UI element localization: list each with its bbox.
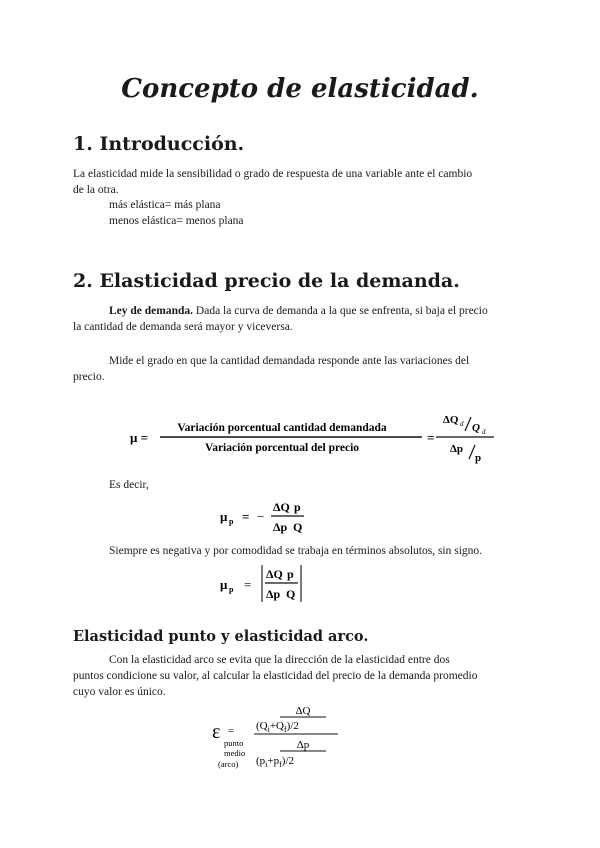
arc-elasticity-equation xyxy=(210,700,350,774)
eq3-den2: Q xyxy=(286,587,296,601)
eq4-den-top: Δp xyxy=(296,739,310,751)
measure-line-1: Mide el grado en que la cantidad demandada responde ante las variaciones del xyxy=(109,355,470,367)
eq3-equals: = xyxy=(244,577,252,592)
eq2-minus: − xyxy=(257,509,265,524)
eq4-sub-punto: punto xyxy=(224,738,244,748)
eq3-num: ΔQ xyxy=(266,567,283,581)
eq2-sub: p xyxy=(229,517,234,526)
eq1-rhs-den: Δp xyxy=(450,443,464,455)
arc-line-1: Con la elasticidad arco se evita que la dirección de la elasticidad entre dos xyxy=(109,654,450,666)
arc-line-2: puntos condicione su valor, al calcular la elasticidad del precio de la demanda promedio xyxy=(73,670,478,682)
eq4-num-top: ΔQ xyxy=(295,705,311,717)
eq1-rhs-num-sub: d xyxy=(460,420,464,428)
eq2-den2: Q xyxy=(293,520,303,534)
page-title: Concepto de elasticidad. xyxy=(121,74,479,104)
intro-line-2: de la otra. xyxy=(73,184,119,196)
eq1-equals: = xyxy=(427,430,435,445)
percentage-elasticity-equation xyxy=(130,405,510,469)
eq4-sub-medio: medio xyxy=(224,748,246,758)
eq4-epsilon: ε xyxy=(212,721,221,743)
intro-line-1: La elasticidad mide la sensibilidad o grado de respuesta de una variable ante el cambio xyxy=(73,168,473,180)
always-negative-text: Siempre es negativa y por comodidad se trabaja en términos absolutos, sin signo. xyxy=(109,545,483,557)
eq4-den-bottom: $(p_i+p_f)/2$ xyxy=(256,755,295,769)
eq1-rhs-num-div-sub: d xyxy=(482,428,486,436)
eq2-lhs: μ xyxy=(220,509,228,524)
eq2-num: ΔQ xyxy=(273,500,290,514)
measure-line-2: precio. xyxy=(73,371,105,383)
eq4-sub-arco: (arco) xyxy=(218,759,239,769)
eq1-lhs: μ = xyxy=(130,430,149,445)
eq4-equals: = xyxy=(228,726,234,737)
intro-paragraph xyxy=(73,166,528,198)
list-item-more-elastic: más elástica= más plana xyxy=(109,199,221,211)
section-1-heading: 1. Introducción. xyxy=(73,133,245,155)
eq1-slash-top xyxy=(465,417,471,431)
eq3-sub: p xyxy=(229,585,234,594)
subsection-heading: Elasticidad punto y elasticidad arco. xyxy=(73,628,369,645)
law-line-1: Dada la curva de demanda a la que se enfrenta, si baja el precio xyxy=(193,305,488,317)
law-term: Ley de demanda. xyxy=(109,305,194,317)
eq2-num2: p xyxy=(294,500,301,514)
eq1-denominator: Variación porcentual del precio xyxy=(204,442,360,454)
law-line-2: la cantidad de demanda será mayor y viceversa. xyxy=(73,321,293,333)
eq4-num-bottom: $(Q_i+Q_f)/2$ xyxy=(256,720,299,734)
eq1-numerator: Variación porcentual cantidad demandada xyxy=(177,422,387,434)
arc-line-3: cuyo valor es único. xyxy=(73,686,166,698)
price-elasticity-equation xyxy=(218,496,328,538)
eq1-rhs-num: ΔQ xyxy=(443,414,459,426)
eq3-lhs: μ xyxy=(220,577,228,592)
eq1-rhs-num-div: Q xyxy=(472,422,480,434)
eq3-den: Δp xyxy=(266,587,281,601)
eq2-equals: = xyxy=(242,509,250,524)
law-of-demand-paragraph xyxy=(73,303,528,319)
section-2-heading: 2. Elasticidad precio de la demanda. xyxy=(73,270,460,292)
eq1-rhs-den-div: p xyxy=(475,452,482,464)
absolute-elasticity-equation xyxy=(218,562,318,606)
es-decir-text: Es decir, xyxy=(109,479,149,491)
list-item-less-elastic: menos elástica= menos plana xyxy=(109,215,244,227)
eq2-den: Δp xyxy=(273,520,288,534)
eq3-num2: p xyxy=(287,567,294,581)
